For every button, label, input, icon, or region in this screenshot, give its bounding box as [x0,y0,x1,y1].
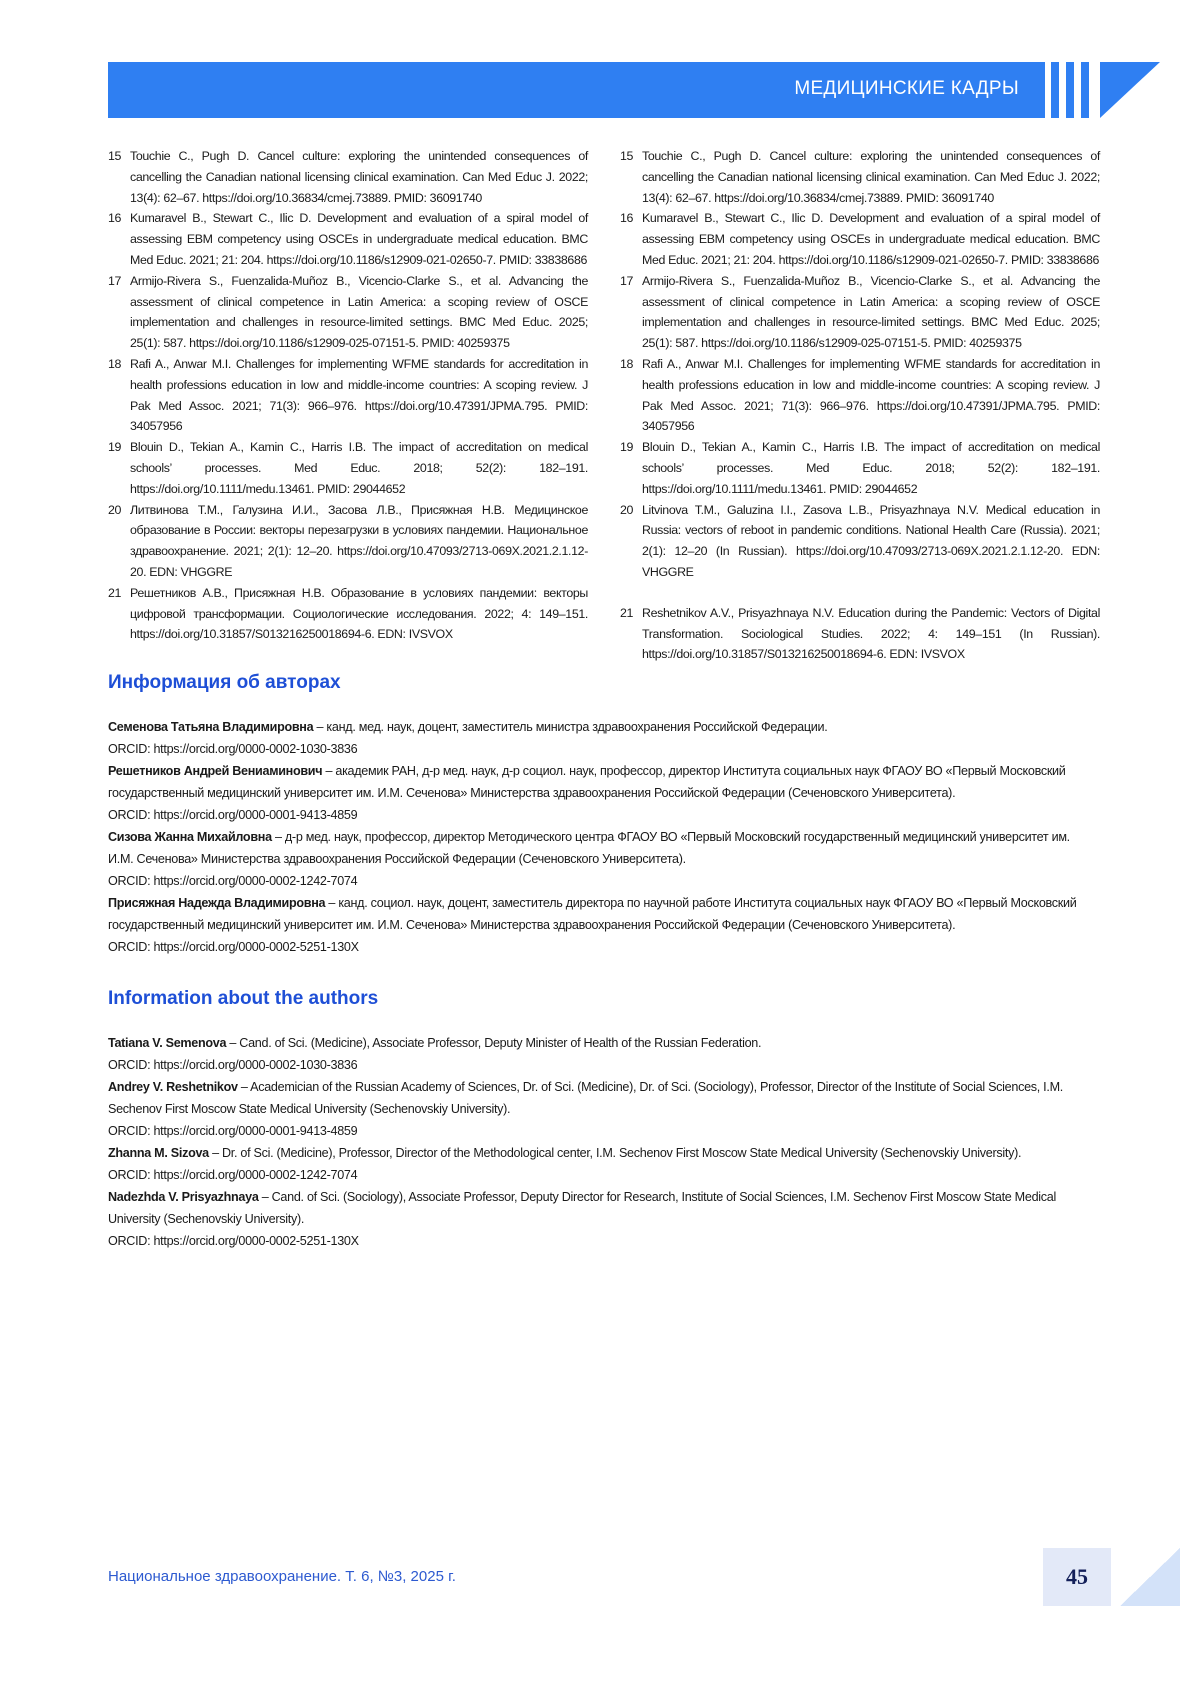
references-english [620,146,1100,665]
reference-number: 15 [108,146,130,208]
reference-item [620,354,1100,437]
reference-text: Литвинова Т.М., Галузина И.И., Засова Л.В., Присяжная Н.В. Медицинское образование в России: векторы перезагрузки в условиях пандемии. Национальное здравоохранение. 2021; 2(1): 12–20. https://doi.org/10.47093/2713-069X.2021.2.1.12-20. EDN: VHGGRE [130,500,588,583]
author-name: Zhanna M. Sizova [108,1146,209,1160]
reference-text: Reshetnikov A.V., Prisyazhnaya N.V. Education during the Pandemic: Vectors of Digital Transformation. Sociological Studies. 2022; 4: 149–151 (In Russian). https://doi.org/10.31857/S013216250018694-6. EDN: IVSVOX [642,603,1100,665]
author-description: – канд. социол. наук, доцент, заместитель директора по научной работе Института социальных наук ФГАОУ ВО «Первый Московский государственный медицинский университет им. И.М. Сеченова» Министерства здравоохранения Российской Федерации (Сеченовского Университета). [108,896,1076,932]
author-description: – академик РАН, д-р мед. наук, д-р социол. наук, профессор, директор Института социальных наук ФГАОУ ВО «Первый Московский государственный медицинский университет им. И.М. Сеченова» Министерства здравоохранения Российской Федерации (Сеченовского Университета). [108,764,1066,800]
reference-item [108,271,588,354]
authors-info-ru [108,716,1098,958]
reference-text: Blouin D., Tekian A., Kamin C., Harris I.B. The impact of accreditation on medical schools’ processes. Med Educ. 2018; 52(2): 182–191. https://doi.org/10.1111/medu.13461. PMID: 29044652 [642,437,1100,499]
authors-info-en [108,1032,1098,1252]
author-entry [108,1142,1098,1186]
author-entry [108,826,1098,892]
author-orcid[interactable]: ORCID: https://orcid.org/0000-0001-9413-4859 [108,1120,1098,1142]
reference-number: 16 [620,208,642,270]
reference-number: 20 [620,500,642,583]
reference-text: Touchie C., Pugh D. Cancel culture: exploring the unintended consequences of cancelling the Canadian national licensing clinical examination. Can Med Educ J. 2022; 13(4): 62–67. https://doi.org/10.36834/cmej.73889. PMID: 36091740 [130,146,588,208]
journal-footer: Национальное здравоохранение. Т. 6, №3, 2025 г. [108,1568,456,1585]
reference-number: 16 [108,208,130,270]
reference-item [108,146,588,208]
author-orcid[interactable]: ORCID: https://orcid.org/0000-0001-9413-4859 [108,804,1098,826]
reference-item [108,500,588,583]
reference-text: Rafi A., Anwar M.I. Challenges for implementing WFME standards for accreditation in health professions education in low and middle-income countries: A scoping review. J Pak Med Assoc. 2021; 71(3): 966–976. https://doi.org/10.47391/JPMA.795. PMID: 34057956 [642,354,1100,437]
header-stripe [1051,62,1059,118]
reference-number: 19 [620,437,642,499]
author-name: Семенова Татьяна Владимировна [108,720,313,734]
reference-item [108,208,588,270]
reference-item [620,603,1100,665]
section-title: МЕДИЦИНСКИЕ КАДРЫ [794,78,1019,100]
author-description: – Dr. of Sci. (Medicine), Professor, Director of the Methodological center, I.M. Sechenov First Moscow State Medical University (Sechenovskiy University). [209,1146,1021,1160]
author-entry [108,1032,1098,1076]
author-entry [108,892,1098,958]
header-stripe [1066,62,1074,118]
reference-item [108,583,588,645]
references-russian [108,146,588,645]
reference-text: Armijo-Rivera S., Fuenzalida-Muñoz B., Vicencio-Clarke S., et al. Advancing the assessment of clinical competence in Latin America: a scoping review of OSCE implementation and challenges in resource-limited settings. BMC Med Educ. 2025; 25(1): 587. https://doi.org/10.1186/s12909-025-07151-5. PMID: 40259375 [642,271,1100,354]
author-orcid[interactable]: ORCID: https://orcid.org/0000-0002-1242-7074 [108,1164,1098,1186]
author-entry [108,760,1098,826]
reference-text: Armijo-Rivera S., Fuenzalida-Muñoz B., Vicencio-Clarke S., et al. Advancing the assessment of clinical competence in Latin America: a scoping review of OSCE implementation and challenges in resource-limited settings. BMC Med Educ. 2025; 25(1): 587. https://doi.org/10.1186/s12909-025-07151-5. PMID: 40259375 [130,271,588,354]
reference-number: 20 [108,500,130,583]
author-orcid[interactable]: ORCID: https://orcid.org/0000-0002-5251-130X [108,1230,1098,1252]
author-description: – канд. мед. наук, доцент, заместитель министра здравоохранения Российской Федерации. [313,720,827,734]
reference-number: 18 [108,354,130,437]
footer-triangle [1120,1548,1180,1606]
author-orcid[interactable]: ORCID: https://orcid.org/0000-0002-1030-3836 [108,738,1098,760]
reference-number: 19 [108,437,130,499]
authors-heading-ru: Информация об авторах [108,672,341,694]
author-name: Присяжная Надежда Владимировна [108,896,325,910]
author-entry [108,1186,1098,1252]
author-name: Andrey V. Reshetnikov [108,1080,238,1094]
document-page [0,0,1200,1697]
reference-text: Kumaravel B., Stewart C., Ilic D. Development and evaluation of a spiral model of assessing EBM competency using OSCEs in undergraduate medical education. BMC Med Educ. 2021; 21: 204. https://doi.org/10.1186/s12909-021-02650-7. PMID: 33838686 [130,208,588,270]
header-triangle [1100,62,1160,118]
reference-item [620,500,1100,583]
author-entry [108,1076,1098,1142]
reference-number: 15 [620,146,642,208]
reference-item [108,437,588,499]
reference-number: 17 [620,271,642,354]
author-name: Tatiana V. Semenova [108,1036,226,1050]
author-name: Решетников Андрей Вениаминович [108,764,322,778]
reference-number: 21 [620,603,642,665]
reference-text: Решетников А.В., Присяжная Н.В. Образование в условиях пандемии: векторы цифровой трансформации. Социологические исследования. 2022; 4: 149–151. https://doi.org/10.31857/S013216250018694-6. EDN: IVSVOX [130,583,588,645]
author-description: – Cand. of Sci. (Sociology), Associate Professor, Deputy Director for Research, Institute of Social Sciences, I.M. Sechenov First Moscow State Medical University (Sechenovskiy University). [108,1190,1056,1226]
reference-text: Blouin D., Tekian A., Kamin C., Harris I.B. The impact of accreditation on medical schools’ processes. Med Educ. 2018; 52(2): 182–191. https://doi.org/10.1111/medu.13461. PMID: 29044652 [130,437,588,499]
reference-text: Kumaravel B., Stewart C., Ilic D. Development and evaluation of a spiral model of assessing EBM competency using OSCEs in undergraduate medical education. BMC Med Educ. 2021; 21: 204. https://doi.org/10.1186/s12909-021-02650-7. PMID: 33838686 [642,208,1100,270]
section-header-bar [108,62,1045,118]
reference-item [620,271,1100,354]
author-name: Nadezhda V. Prisyazhnaya [108,1190,259,1204]
reference-item [108,354,588,437]
reference-item [620,208,1100,270]
author-description: – д-р мед. наук, профессор, директор Методического центра ФГАОУ ВО «Первый Московский государственный медицинский университет им. И.М. Сеченова» Министерства здравоохранения Российской Федерации (Сеченовского Университета). [108,830,1070,866]
reference-text: Rafi A., Anwar M.I. Challenges for implementing WFME standards for accreditation in health professions education in low and middle-income countries: A scoping review. J Pak Med Assoc. 2021; 71(3): 966–976. https://doi.org/10.47391/JPMA.795. PMID: 34057956 [130,354,588,437]
author-entry [108,716,1098,760]
author-description: – Academician of the Russian Academy of Sciences, Dr. of Sci. (Medicine), Dr. of Sci. (Sociology), Professor, Director of the Institute of Social Sciences, I.M. Sechenov First Moscow State Medical University (Sechenovskiy University). [108,1080,1063,1116]
reference-text: Litvinova T.M., Galuzina I.I., Zasova L.B., Prisyazhnaya N.V. Medical education in Russia: vectors of reboot in pandemic conditions. National Health Care (Russia). 2021; 2(1): 12–20 (In Russian). https://doi.org/10.47093/2713-069X.2021.2.1.12-20. EDN: VHGGRE [642,500,1100,583]
author-description: – Cand. of Sci. (Medicine), Associate Professor, Deputy Minister of Health of the Russian Federation. [226,1036,761,1050]
author-orcid[interactable]: ORCID: https://orcid.org/0000-0002-1030-3836 [108,1054,1098,1076]
author-orcid[interactable]: ORCID: https://orcid.org/0000-0002-5251-130X [108,936,1098,958]
author-name: Сизова Жанна Михайловна [108,830,272,844]
reference-item [620,146,1100,208]
page-number: 45 [1043,1548,1111,1606]
reference-number: 18 [620,354,642,437]
header-stripe [1081,62,1089,118]
reference-number: 17 [108,271,130,354]
reference-number: 21 [108,583,130,645]
author-orcid[interactable]: ORCID: https://orcid.org/0000-0002-1242-7074 [108,870,1098,892]
reference-text: Touchie C., Pugh D. Cancel culture: exploring the unintended consequences of cancelling the Canadian national licensing clinical examination. Can Med Educ J. 2022; 13(4): 62–67. https://doi.org/10.36834/cmej.73889. PMID: 36091740 [642,146,1100,208]
authors-heading-en: Information about the authors [108,988,378,1010]
reference-item [620,437,1100,499]
